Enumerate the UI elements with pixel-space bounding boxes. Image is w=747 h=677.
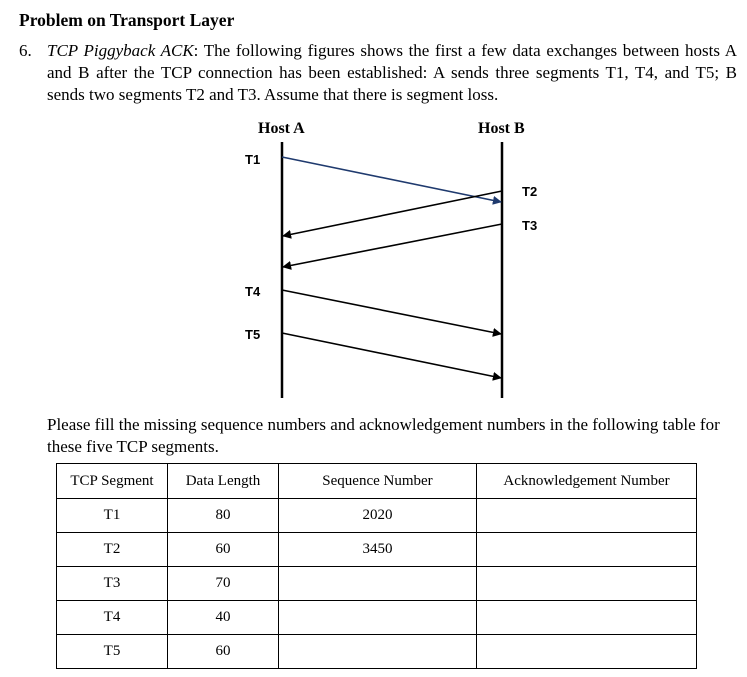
header-ack-number: Acknowledgement Number — [477, 464, 697, 499]
cell-segment: T1 — [57, 499, 168, 533]
t5-arrow — [282, 333, 501, 378]
heading: Problem on Transport Layer — [19, 10, 235, 30]
cell-ack[interactable] — [477, 601, 697, 635]
header-sequence-number: Sequence Number — [279, 464, 477, 499]
cell-ack[interactable] — [477, 567, 697, 601]
cell-length: 60 — [168, 533, 279, 567]
table-row — [57, 635, 697, 669]
header-data-length: Data Length — [168, 464, 279, 499]
cell-segment: T4 — [57, 601, 168, 635]
cell-length: 40 — [168, 601, 279, 635]
cell-segment: T2 — [57, 533, 168, 567]
host-a-label: Host A — [258, 120, 305, 137]
segment-table — [56, 463, 697, 669]
t1-arrow — [282, 157, 501, 202]
table-row — [57, 601, 697, 635]
table-row — [57, 567, 697, 601]
cell-ack[interactable] — [477, 499, 697, 533]
cell-ack[interactable] — [477, 533, 697, 567]
cell-length: 80 — [168, 499, 279, 533]
cell-seq[interactable]: 2020 — [279, 499, 477, 533]
cell-length: 60 — [168, 635, 279, 669]
cell-segment: T3 — [57, 567, 168, 601]
problem-title: TCP Piggyback ACK — [47, 41, 194, 60]
t1-label: T1 — [245, 152, 261, 167]
cell-seq[interactable] — [279, 567, 477, 601]
header-tcp-segment: TCP Segment — [57, 464, 168, 499]
t4-arrow — [282, 290, 501, 334]
cell-length: 70 — [168, 567, 279, 601]
t2-arrow — [283, 191, 502, 236]
t3-arrow — [283, 224, 502, 267]
problem-description: : The following figures shows the first a few data exchanges between hosts A and B after the TCP connection has been established: A sends three segments T1, T4, and T5; B sends two segments T2 and T3. Assume that there is segment loss. — [47, 41, 737, 104]
problem-number: 6. — [19, 41, 32, 60]
table-row — [57, 533, 697, 567]
table-header-row — [57, 464, 697, 499]
t3-label: T3 — [522, 218, 538, 233]
cell-segment: T5 — [57, 635, 168, 669]
t4-label: T4 — [245, 284, 261, 299]
t2-label: T2 — [522, 184, 538, 199]
table-row — [57, 499, 697, 533]
t5-label: T5 — [245, 327, 261, 342]
cell-seq[interactable] — [279, 601, 477, 635]
cell-seq[interactable]: 3450 — [279, 533, 477, 567]
cell-seq[interactable] — [279, 635, 477, 669]
cell-ack[interactable] — [477, 635, 697, 669]
instruction-text: Please fill the missing sequence numbers and acknowledgement numbers in the following table for these five TCP segments. — [47, 415, 720, 456]
host-b-label: Host B — [478, 120, 525, 137]
